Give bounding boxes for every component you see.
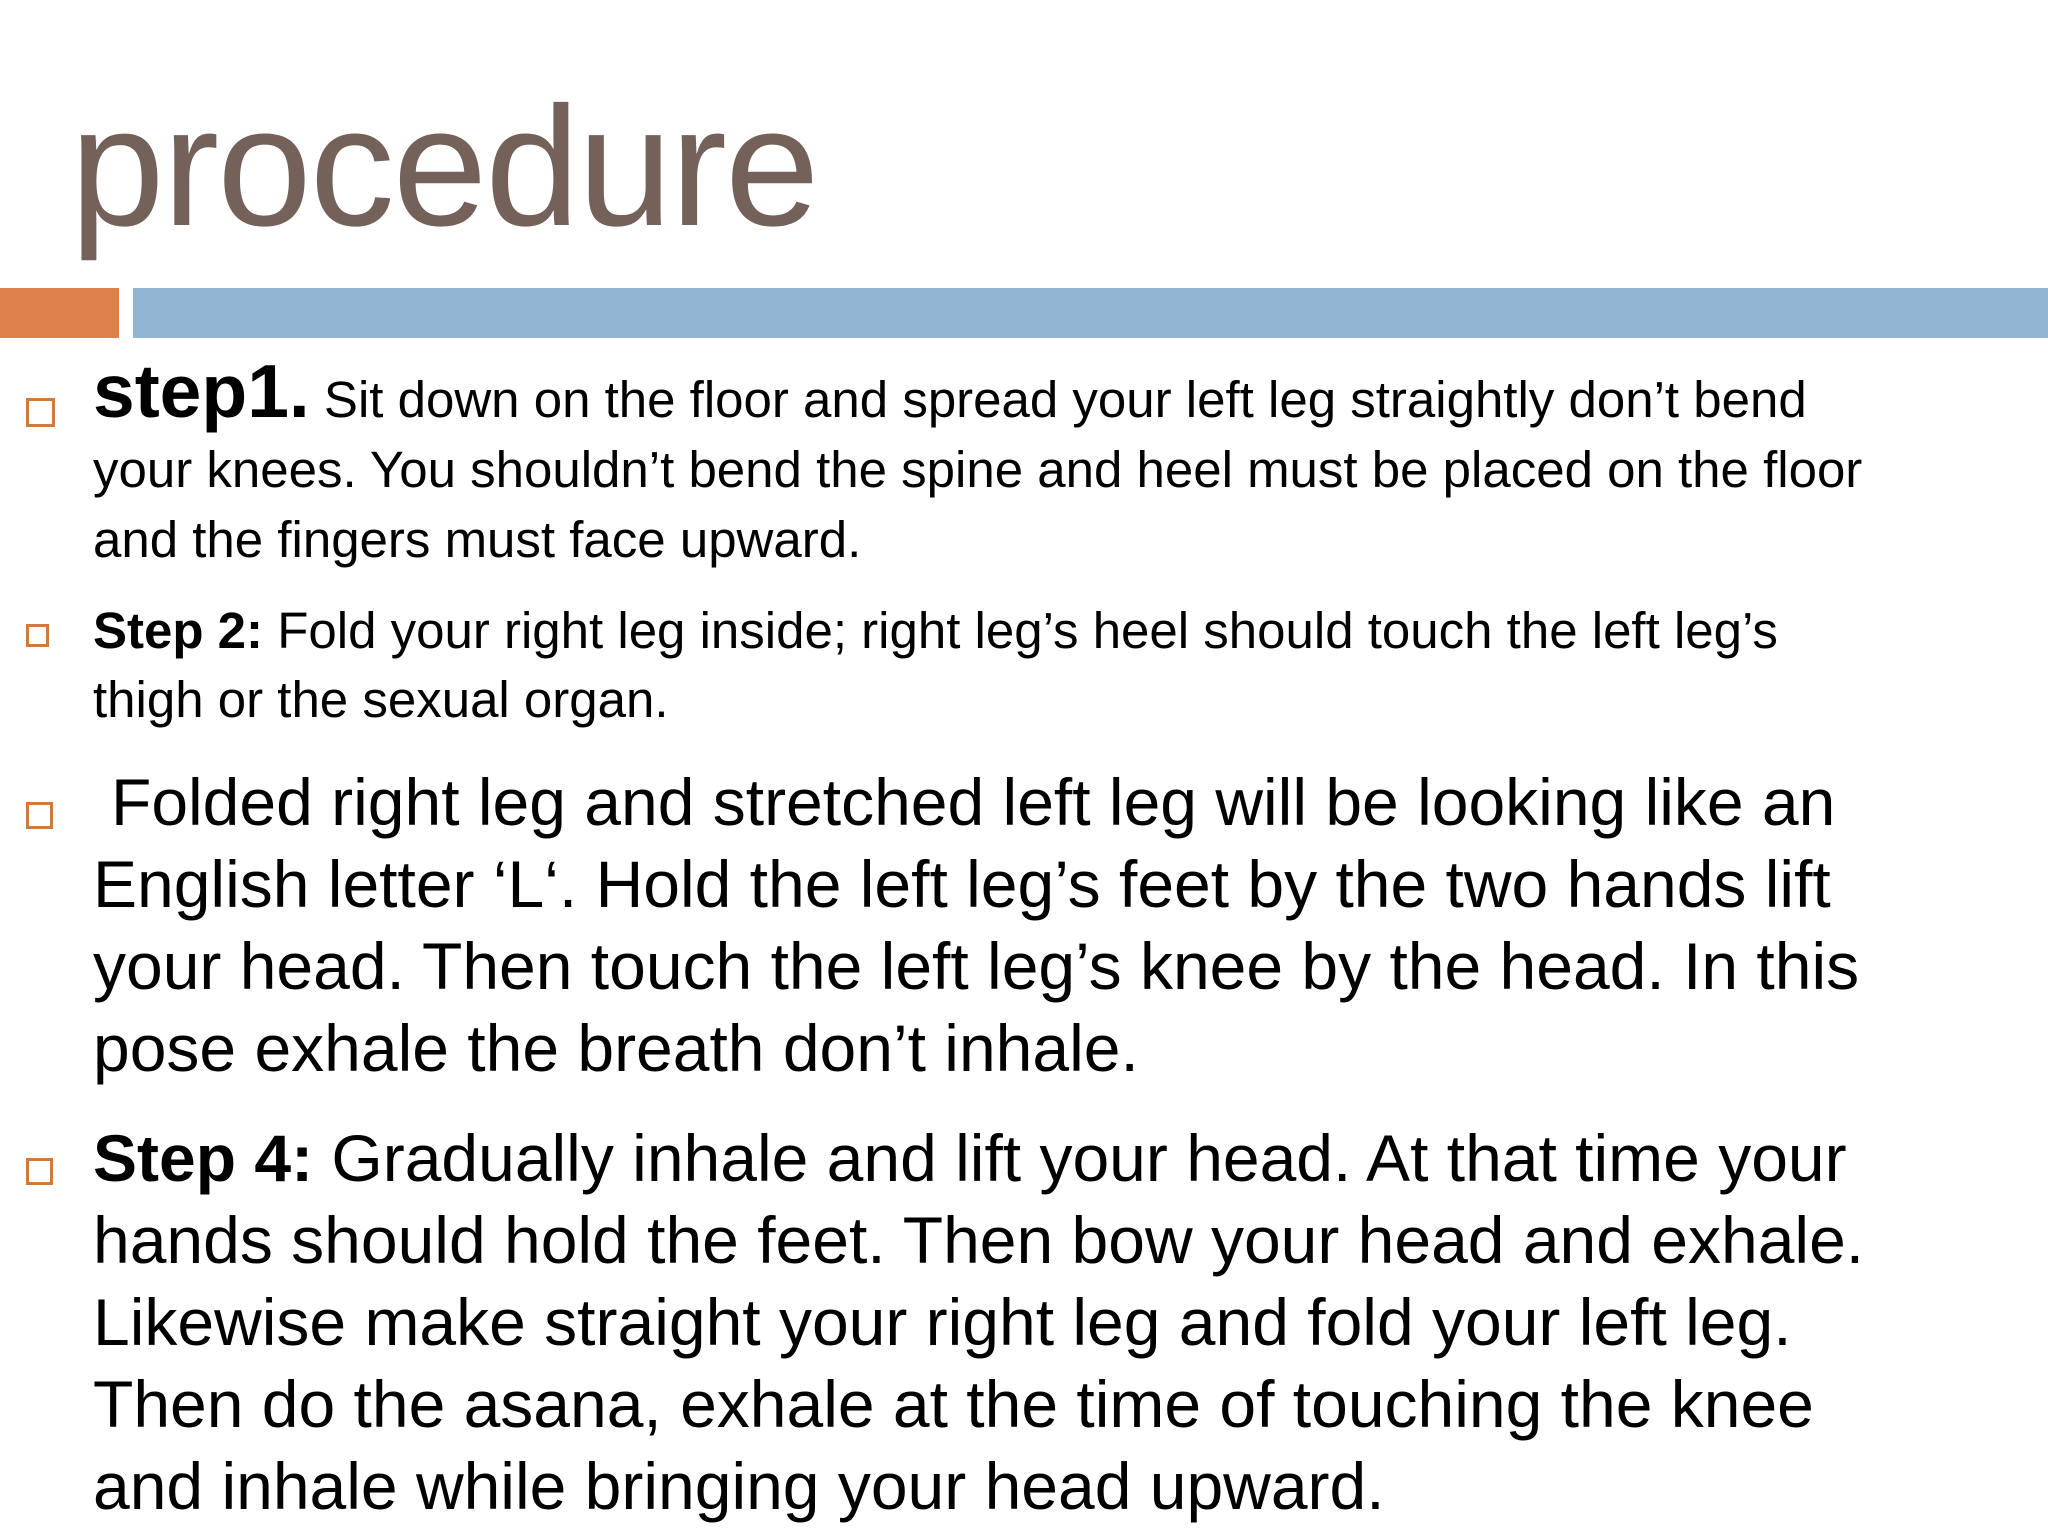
bullet-list: [0, 349, 2048, 1527]
accent-bar-blue: [133, 288, 2048, 338]
square-bullet-icon: [26, 802, 53, 829]
step-text: Sit down on the floor and spread your left leg straightly don’t bend your knees. You shouldn’t bend the spine and heel must be placed on the floor and the fingers must face upward.: [93, 371, 1863, 568]
step-label: Step 2:: [93, 602, 264, 659]
accent-bar-orange: [0, 288, 119, 338]
step-text: Fold your right leg inside; right leg’s heel should touch the left leg’s thigh or the sexual organ.: [93, 602, 1778, 728]
step-text: Folded right leg and stretched left leg will be looking like an English letter ‘L‘. Hold the left leg’s feet by the two hands lift your head. Then touch the left leg’s knee by the head. In this pose exhale the breath don’t inhale.: [93, 765, 1860, 1085]
bullet-item-step-4: [0, 1117, 1898, 1527]
bullet-item-step-2: [0, 596, 1898, 734]
step-label: step1.: [93, 349, 310, 433]
bullet-item-step-3: [0, 761, 1898, 1089]
square-bullet-icon: [26, 398, 55, 427]
square-bullet-icon: [26, 624, 49, 647]
step-text: Gradually inhale and lift your head. At that time your hands should hold the feet. Then bow your head and exhale. Likewise make straight your right leg and fold your left leg. Then do the asana, exhale at the time of touching the knee and inhale while bringing your head upward.: [93, 1121, 1865, 1523]
square-bullet-icon: [26, 1158, 53, 1185]
bullet-item-step-1: [0, 349, 1898, 575]
slide-title: procedure: [70, 72, 818, 262]
step-label: Step 4:: [93, 1121, 314, 1195]
